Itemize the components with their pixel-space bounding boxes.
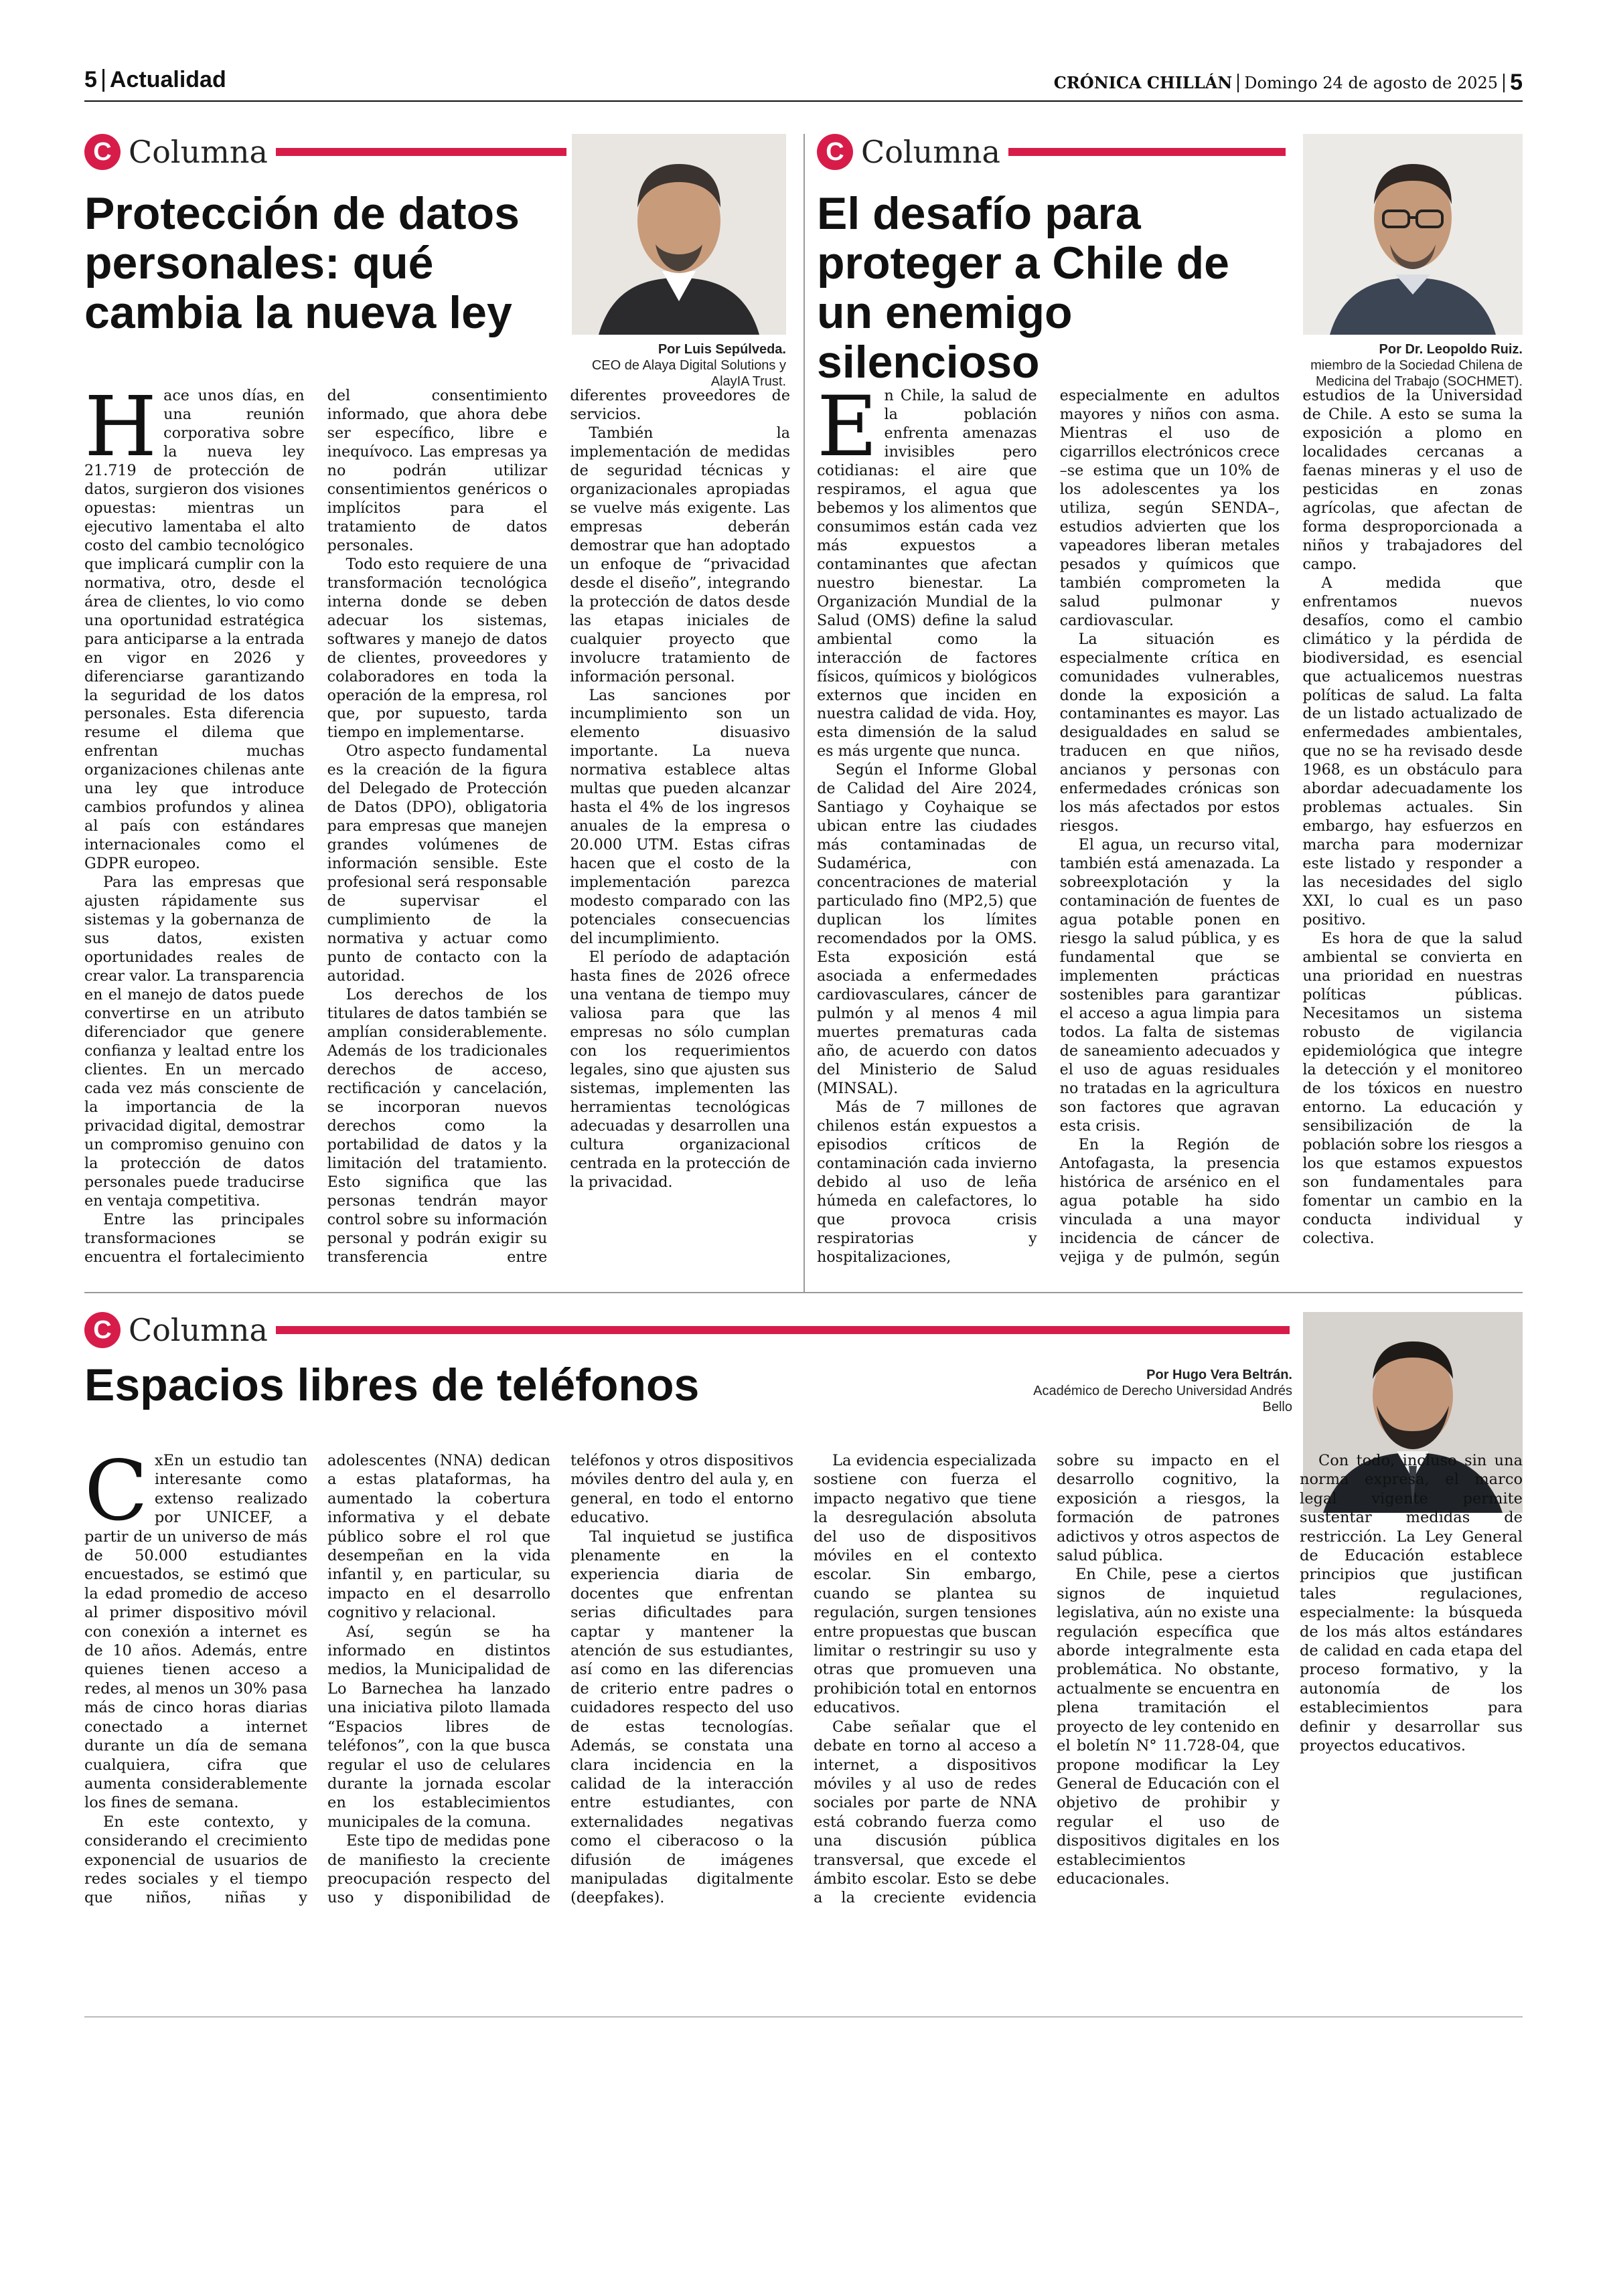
- paragraph: [817, 379, 1037, 761]
- article-1-title: Protección de datos personales: qué cambia la nueva ley: [84, 188, 520, 338]
- article-3-body: [84, 1443, 1523, 1920]
- column-separator: [804, 134, 805, 1292]
- column-label: Columna: [129, 1312, 268, 1348]
- paragraph: Así, según se ha informado en distintos medios, la Municipalidad de Lo Barnechea ha lanzado una iniciativa piloto llamada “Espacios libres de teléfonos”, con la que busca regular el uso de celulares durante la jornada escolar en los establecimientos municipales de la comuna.: [327, 1623, 550, 1831]
- section-separator: [84, 1292, 1523, 1293]
- byline-2: [1303, 341, 1523, 390]
- drop-cap: E: [817, 379, 878, 475]
- author-name: Por Luis Sepúlveda.: [658, 342, 786, 357]
- paragraph: Entre las principales transformaciones se encuentra el fortalecimiento del consentimiento informado, que ahora debe ser específico, libre e inequívoco. Las empresas ya no podrán utilizar consentimientos genéricos o implícitos para el tratamiento de datos personales.: [84, 387, 548, 1266]
- author-role: miembro de la Sociedad Chilena de Medicina del Trabajo (SOCHMET).: [1310, 358, 1523, 389]
- byline-3: [1031, 1367, 1292, 1415]
- column-label: Columna: [129, 134, 268, 170]
- article-3-label: [84, 1312, 1290, 1348]
- paragraph: Según el Informe Global de Calidad del Aire 2024, Santiago y Coyhaique se ubican entre las ciudades más contaminadas de Sudamérica, con concentraciones de material particulado fino (MP2,5) que duplican los límites recomendados por la OMS. Esta exposición está asociada a enfermedades cardiovasculares, cáncer de pulmón y al menos 4 mil muertes prematuras cada año, de acuerdo con datos del Ministerio de Salud (MINSAL).: [817, 761, 1037, 1097]
- column-logo-icon: C: [84, 134, 121, 170]
- paragraph: La evidencia especializada sostiene con fuerza el impacto negativo que tiene la desregulación absoluta del uso de dispositivos móviles en el contexto escolar. Sin embargo, cuando se plantea su regulación, surgen tensiones entre propuestas que buscan limitar o restringir su uso y otras que promueven una prohibición total en entornos educativos.: [814, 1452, 1037, 1717]
- paragraph: Más de 7 millones de chilenos están expuestos a episodios críticos de contaminación cada invierno debido al uso de leña húmeda en calefactores, lo que provoca crisis respiratorias y hospitalizaciones, especialmente en adultos mayores y niños con asma. Mientras el uso de cigarrillos electrónicos crece –se estima que un 10% de los adolescentes ya los utiliza, según SENDA–, estudios advierten que los vapeadores liberan metales pesados y químicos que también comprometen la salud pulmonar y cardiovascular.: [817, 387, 1280, 1266]
- bottom-rule: [84, 2016, 1523, 2018]
- article-3-title: Espacios libres de teléfonos: [84, 1360, 700, 1410]
- byline-1: [572, 341, 786, 390]
- section-name: Actualidad: [109, 67, 226, 92]
- page-header-left: [84, 67, 226, 93]
- author-role: CEO de Alaya Digital Solutions y AlayIA Trust.: [591, 358, 786, 389]
- article-1-body: [84, 379, 790, 1270]
- paragraph: Es hora de que la salud ambiental se convierta en una prioridad en nuestras políticas públicas. Necesitamos un sistema robusto de vigilancia epidemiológica que integre la detección y el monitoreo de los tóxicos en nuestro entorno. La educación y sensibilización de la población sobre los riesgos a los que estamos expuestos son fundamentales para fomentar un cambio en la conducta individual y colectiva.: [1302, 930, 1523, 1247]
- paragraph: Tal inquietud se justifica plenamente en la experiencia diaria de docentes que enfrentan serias dificultades para captar y mantener la atención de sus estudiantes, así como en las diferencias de criterio entre padres o cuidadores respecto del uso de estas tecnologías. Además, se constata una clara incidencia en la calidad de la interacción entre estudiantes, con externalidades negativas como el ciberacoso o la difusión de imágenes manipuladas digitalmente (deepfakes).: [570, 1528, 793, 1907]
- pink-rule: [1008, 148, 1286, 156]
- paragraph: Este tipo de medidas pone de manifiesto la creciente preocupación respecto del uso y disponibilidad de teléfonos y otros dispositivos móviles dentro del aula y, en general, en todo el entorno educativo.: [327, 1452, 793, 1907]
- drop-cap: H: [84, 379, 157, 475]
- author-role: Académico de Derecho Universidad Andrés Bello: [1033, 1384, 1292, 1414]
- paragraph: La situación es especialmente crítica en comunidades vulnerables, donde la exposición a contaminantes es mayor. Las desigualdades en salud se traducen en que niños, ancianos y personas con enfermedades crónicas son los más afectados por estos riesgos.: [1059, 630, 1280, 835]
- paragraph: Cabe señalar que el debate en torno al acceso a internet, a dispositivos móviles y al uso de redes sociales por parte de NNA está cobrando fuerza como una discusión pública transversal, que excede el ámbito escolar. Esto se debe a la creciente evidencia sobre su impacto en el desarrollo cognitivo, la exposición a riesgos, la formación de patrones adictivos y otros aspectos de salud pública.: [814, 1452, 1280, 1907]
- paragraph: Los derechos de los titulares de datos también se amplían considerablemente. Además de los tradicionales derechos de acceso, rectificación y cancelación, se incorporan nuevos derechos como la portabilidad de datos y la limitación del tratamiento. Esto significa que las personas tendrán mayor control sobre su información personal y podrán exigir su transferencia entre diferentes proveedores de servicios.: [327, 387, 790, 1266]
- paragraph-text: xEn un estudio tan interesante como extenso realizado por UNICEF, a partir de un universo de más de 50.000 estudiantes encuestados, se estimó que la edad promedio de acceso al primer dispositivo móvil con conexión a internet es de 10 años. Además, entre quienes tienen acceso a redes, al menos un 30% pasa más de cinco horas diarias conectado a internet durante un día de semana cualquiera, cifra que aumenta considerablemente los fines de semana.: [84, 1452, 307, 1812]
- article-2-body: [817, 379, 1523, 1270]
- paragraph: Otro aspecto fundamental es la creación de la figura del Delegado de Protección de Datos (DPO), obligatoria para empresas que manejen grandes volúmenes de información sensible. Este profesional será responsable de supervisar el cumplimiento de la normativa y actuar como punto de contacto con la autoridad.: [327, 742, 548, 985]
- author-name: Por Hugo Vera Beltrán.: [1146, 1368, 1292, 1382]
- author-name: Por Dr. Leopoldo Ruiz.: [1379, 342, 1523, 357]
- header-divider: [102, 69, 104, 92]
- paragraph: A medida que enfrentamos nuevos desafíos, como el cambio climático y la pérdida de biodiversidad, es esencial que actualicemos nuestras políticas de salud. La falta de un listado actualizado de enfermedades ambientales, que no se ha revisado desde 1968, es un obstáculo para abordar adecuadamente los problemas actuales. Sin embargo, hay esfuerzos en marcha para modernizar este listado y responder a las necesidades del siglo XXI, lo cual es un paso positivo.: [1302, 574, 1523, 929]
- article-2-title: El desafío para proteger a Chile de un enemigo silencioso: [817, 188, 1229, 388]
- article-2-label: [817, 134, 1286, 170]
- paragraph: El agua, un recurso vital, también está amenazada. La sobreexplotación y la contaminación de fuentes de agua potable ponen en riesgo la salud pública, y es fundamental que se implementen prácticas sostenibles para garantizar el acceso a agua limpia para todos. La falta de sistemas de saneamiento adecuados y el uso de aguas residuales no tratadas en la agricultura son factores que agravan esta crisis.: [1059, 836, 1280, 1135]
- paragraph: En Chile, pese a ciertos signos de inquietud legislativa, aún no existe una regulación específica que aborde integralmente esta problemática. No obstante, actualmente se encuentra en plena tramitación el proyecto de ley contenido en el boletín N° 11.728-04, que propone modificar la Ley General de Educación con el objetivo de prohibir y regular el uso de dispositivos digitales en los establecimientos educacionales.: [1057, 1566, 1280, 1888]
- paragraph: El período de adaptación hasta fines de 2026 ofrece una ventana de tiempo muy valiosa para que las empresas no sólo cumplan con los requerimientos legales, sino que ajusten sus sistemas, implementen las herramientas tecnológicas adecuadas y desarrollen una cultura organizacional centrada en la protección de la privacidad.: [570, 949, 790, 1191]
- paragraph-text: ace unos días, en una reunión corporativa sobre la nueva ley 21.719 de protección de datos, surgieron dos visiones opuestas: mientras un ejecutivo lamentaba el alto costo del cambio tecnológico que implicará cumplir con la normativa, otro, desde el área de clientes, lo vio como una oportunidad estratégica para anticiparse a la entrada en vigor en 2026 y diferenciarse garantizando la seguridad de los datos personales. Esta diferencia resume el dilema que enfrentan muchas organizaciones chilenas ante una ley que introduce cambios profundos y alinea al país con estándares internacionales como el GDPR europeo.: [84, 387, 305, 873]
- paragraph: También la implementación de medidas de seguridad técnicas y organizacionales apropiadas se vuelve más exigente. Las empresas deberán demostrar que han adoptado un enfoque de “privacidad desde el diseño”, integrando la protección de datos desde las etapas iniciales de cualquier proyecto que involucre tratamiento de información personal.: [570, 424, 790, 685]
- paragraph: [84, 1443, 307, 1813]
- publication-date: Domingo 24 de agosto de 2025: [1244, 73, 1499, 92]
- paragraph: En este contexto, y considerando el crecimiento exponencial de usuarios de redes sociales y el tiempo que niños, niñas y adolescentes (NNA) dedican a estas plataformas, ha aumentado la cobertura informativa y el debate público sobre el rol que desempeñan en la vida infantil y, en particular, su impacto en el desarrollo cognitivo y relacional.: [84, 1452, 550, 1907]
- header-divider: [1237, 74, 1239, 92]
- column-logo-icon: C: [817, 134, 853, 170]
- paragraph: [84, 379, 305, 874]
- paragraph: Con todo, incluso sin una norma expresa, el marco legal vigente permite sustentar medidas de restricción. La Ley General de Educación establece principios que justifican tales regulaciones, especialmente: la búsqueda de los más altos estándares de calidad en cada etapa del proceso formativo, y la autonomía de los establecimientos para definir y desarrollar sus proyectos educativos.: [1300, 1452, 1523, 1755]
- pink-rule: [276, 148, 566, 156]
- article-1-label: [84, 134, 566, 170]
- header-rule: [84, 100, 1523, 102]
- author-photo-2: [1303, 134, 1523, 335]
- page-number-left: 5: [84, 67, 97, 92]
- author-photo-1: [572, 134, 786, 335]
- column-logo-icon: C: [84, 1312, 121, 1348]
- author-portrait-icon: [572, 134, 786, 335]
- paragraph: En la Región de Antofagasta, la presencia histórica de arsénico en el agua potable ha sido vinculada a una mayor incidencia de cáncer de vejiga y de pulmón, según estudios de la Universidad de Chile. A esto se suma la exposición a plomo en localidades cercanas a faenas mineras y el uso de pesticidas en zonas agrícolas, que afectan de forma desproporcionada a niños y trabajadores del campo.: [1059, 387, 1523, 1266]
- column-label: Columna: [861, 134, 1000, 170]
- publication-name: CRÓNICA CHILLÁN: [1053, 73, 1233, 92]
- paragraph: Para las empresas que ajusten rápidamente sus sistemas y la gobernanza de sus datos, existen oportunidades reales de crear valor. La transparencia en el manejo de datos puede convertirse en un atributo diferenciador que genere confianza y lealtad entre los clientes. En un mercado cada vez más consciente de la importancia de la privacidad digital, demostrar un compromiso genuino con la protección de datos personales puede traducirse en ventaja competitiva.: [84, 874, 305, 1210]
- page-header-right: [1054, 70, 1523, 96]
- page-number-right: 5: [1510, 70, 1523, 95]
- pink-rule: [276, 1326, 1290, 1334]
- header-divider: [1503, 74, 1505, 92]
- paragraph-text: n Chile, la salud de la población enfrenta amenazas invisibles pero cotidianas: el aire que respiramos, el agua que bebemos y los alimentos que consumimos están cada vez más expuestos a contaminantes que afectan nuestro bienestar. La Organización Mundial de la Salud (OMS) define la salud ambiental como la interacción de factores físicos, químicos y biológicos externos que inciden en nuestra calidad de vida. Hoy, esta dimensión de la salud es más urgente que nunca.: [817, 387, 1037, 760]
- paragraph: Todo esto requiere de una transformación tecnológica interna donde se deben adecuar los sistemas, softwares y manejo de datos de clientes, proveedores y colaboradores en toda la operación de la empresa, rol que, por supuesto, tarda tiempo en implementarse.: [327, 555, 548, 742]
- author-portrait-icon: [1303, 134, 1523, 335]
- paragraph: Las sanciones por incumplimiento son un elemento disuasivo importante. La nueva normativa establece altas multas que pueden alcanzar hasta el 4% de los ingresos anuales de la empresa o 20.000 UTM. Estas cifras hacen que el costo de la implementación parezca modesto comparado con las potenciales consecuencias del incumplimiento.: [570, 686, 790, 948]
- drop-cap: C: [84, 1443, 148, 1540]
